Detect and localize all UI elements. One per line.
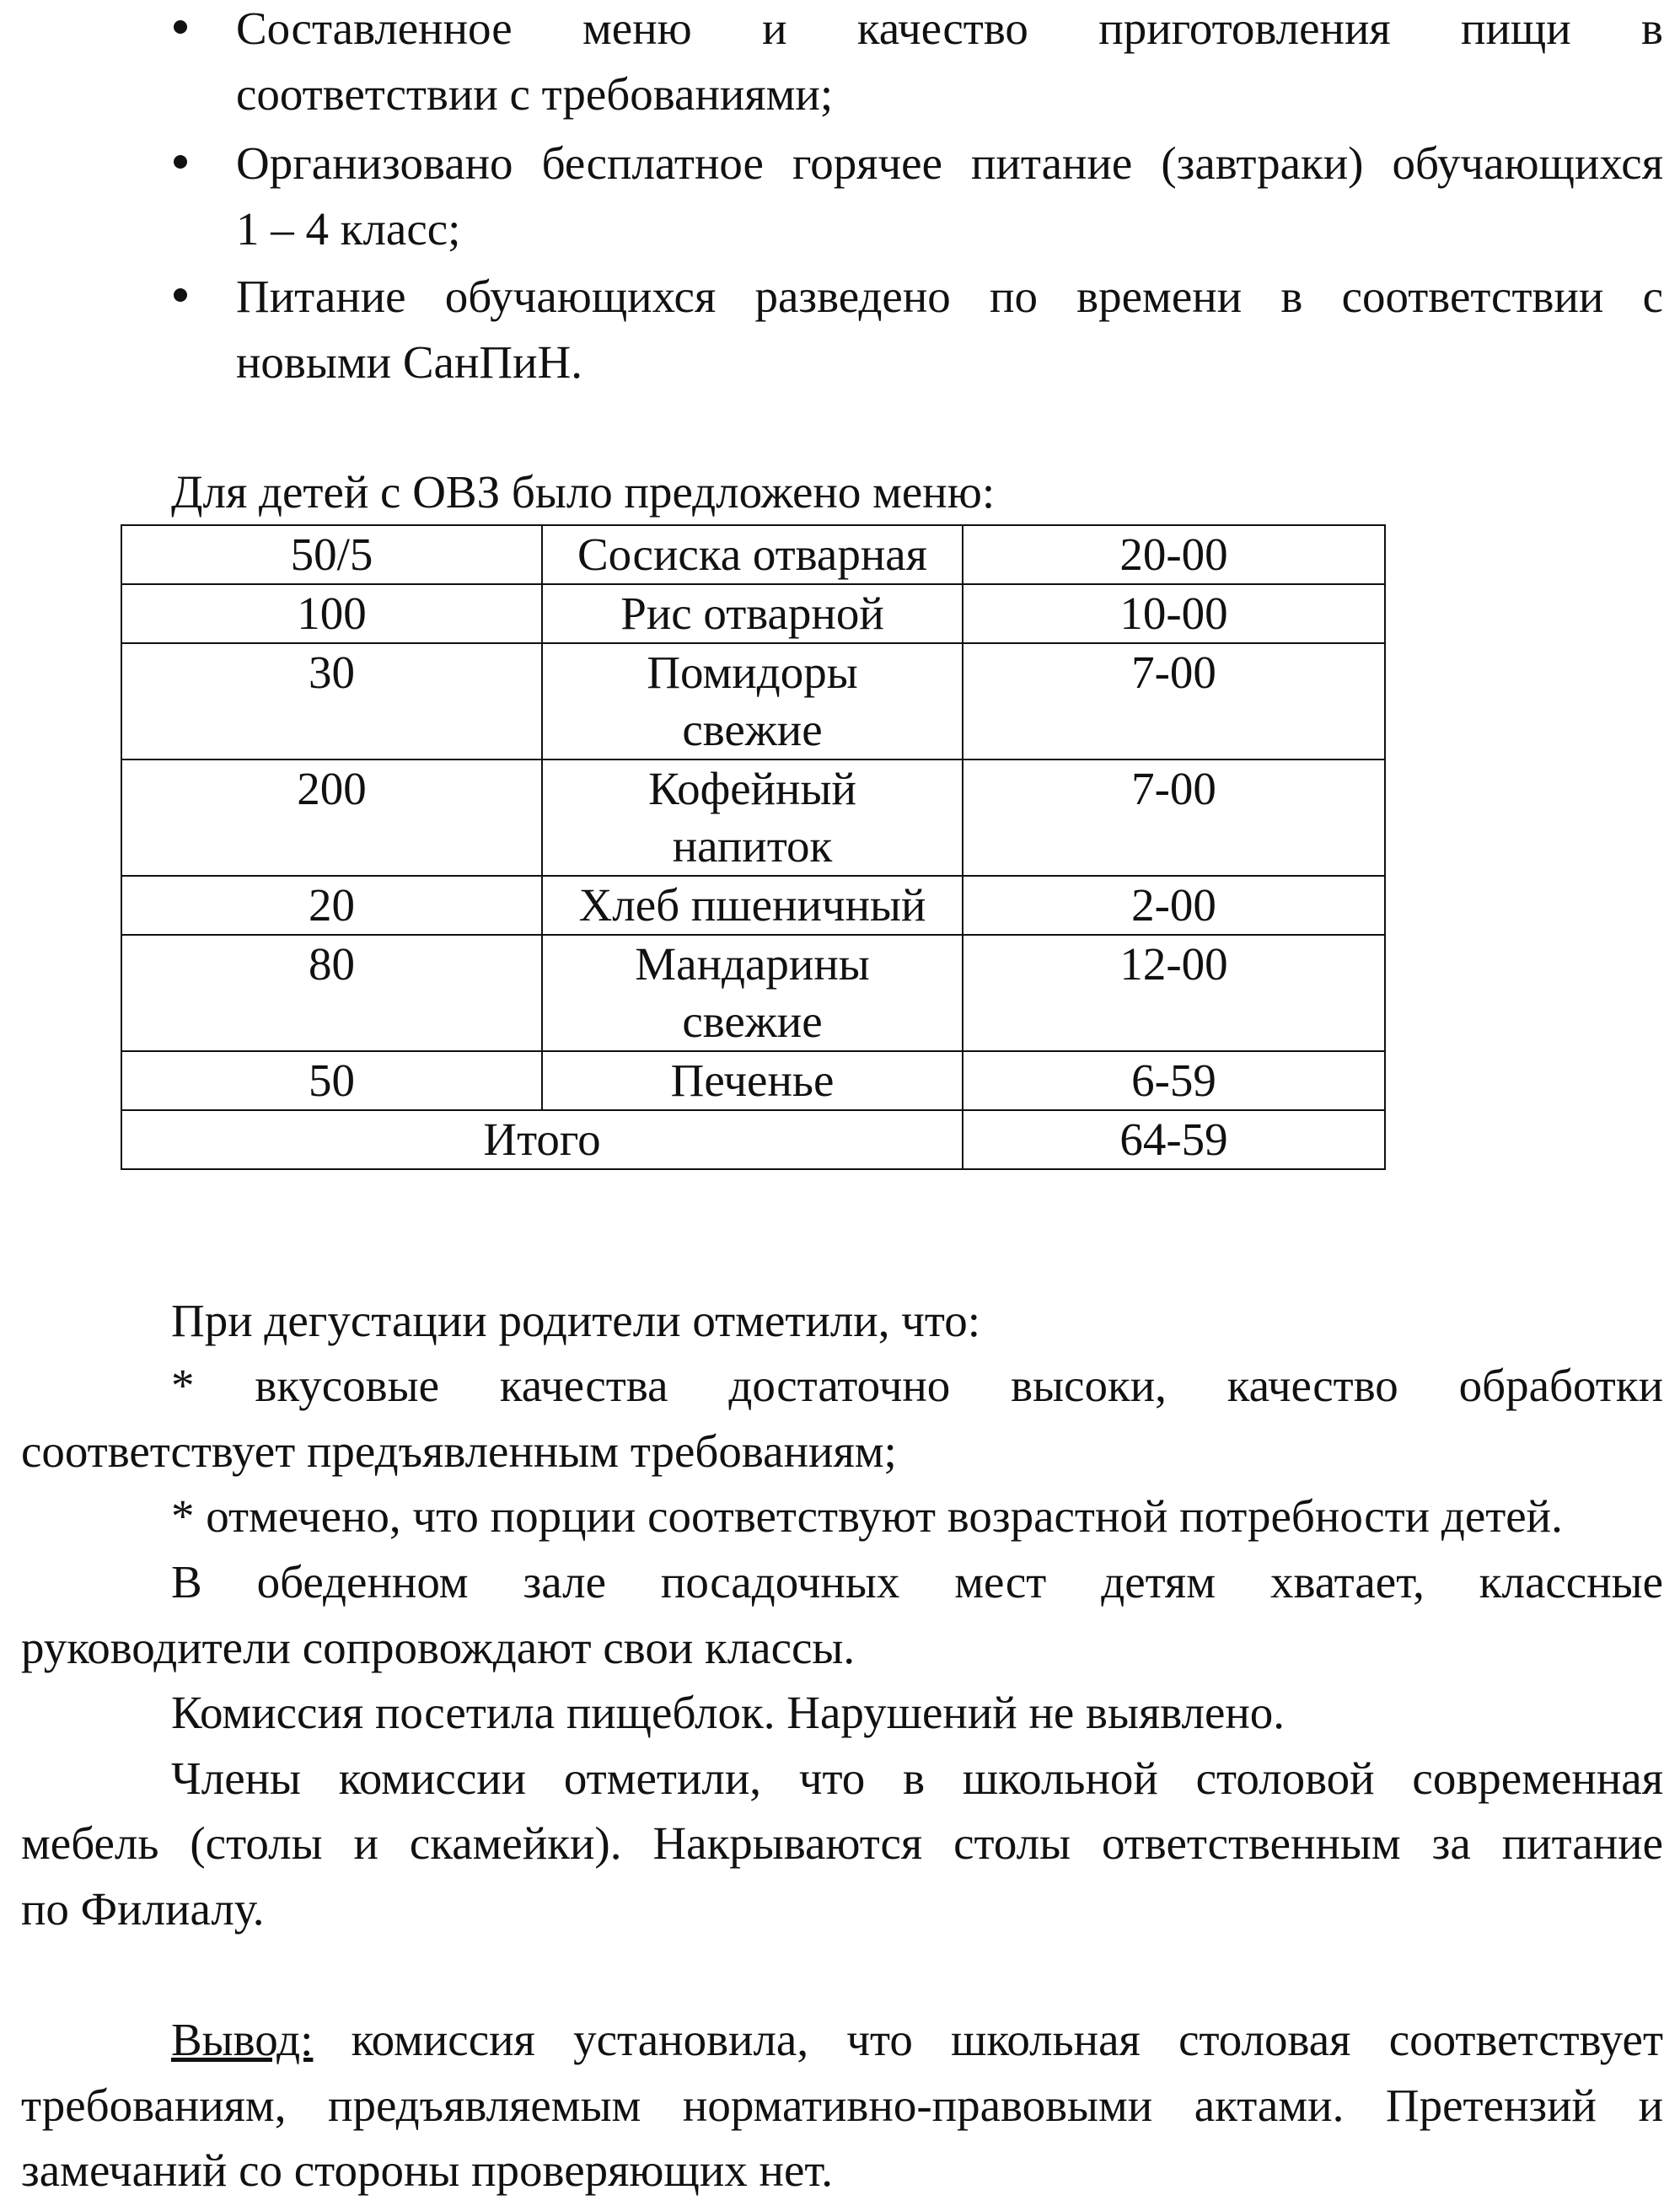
price-cell: 2-00 — [963, 876, 1385, 935]
portion-cell: 50 — [121, 1051, 542, 1110]
conclusion-line1 — [171, 2007, 1663, 2073]
paragraph-dining-hall-line2: руководители сопровождают свои классы. — [21, 1622, 856, 1673]
bullet-icon — [169, 131, 194, 196]
dish-cell: Печенье — [542, 1051, 963, 1110]
conclusion-text: комиссия установила, что школьная столовая соответствует — [313, 2014, 1663, 2065]
price-cell: 7-00 — [963, 643, 1385, 759]
table-row — [121, 876, 1385, 935]
table-intro: Для детей с ОВЗ было предложено меню: — [171, 466, 996, 518]
conclusion-line3: замечаний со стороны проверяющих нет. — [21, 2144, 834, 2196]
price-cell: 10-00 — [963, 584, 1385, 643]
dish-line: Помидоры — [647, 647, 858, 698]
price-cell: 12-00 — [963, 935, 1385, 1051]
dish-cell — [542, 759, 963, 876]
bullet-line: новыми СанПиН. — [236, 336, 582, 388]
table-row — [121, 643, 1385, 759]
bullet-line: Организовано бесплатное горячее питание (завтраки) обучающихся — [236, 137, 1663, 189]
portion-cell: 20 — [121, 876, 542, 935]
table-row — [121, 759, 1385, 876]
portion-cell: 100 — [121, 584, 542, 643]
table-row — [121, 1051, 1385, 1110]
dish-line: свежие — [682, 704, 823, 755]
paragraph-taste-quality-line2: соответствует предъявленным требованиям; — [21, 1425, 897, 1477]
total-value-cell: 64-59 — [963, 1110, 1385, 1169]
dish-cell — [542, 643, 963, 759]
table-row — [121, 525, 1385, 584]
portion-cell: 30 — [121, 643, 542, 759]
paragraph-furniture-line1: Члены комиссии отметили, что в школьной столовой современная — [171, 1752, 1663, 1804]
dish-line: Кофейный — [648, 763, 856, 814]
dish-cell: Хлеб пшеничный — [542, 876, 963, 935]
bullet-icon — [169, 0, 194, 62]
dish-cell: Сосиска отварная — [542, 525, 963, 584]
price-cell: 20-00 — [963, 525, 1385, 584]
price-cell: 6-59 — [963, 1051, 1385, 1110]
bullet-line: 1 – 4 класс; — [236, 203, 461, 255]
dish-line: Мандарины — [635, 938, 870, 990]
total-label-cell: Итого — [121, 1110, 963, 1169]
table-row — [121, 584, 1385, 643]
dish-line: свежие — [682, 996, 823, 1047]
conclusion-label: Вывод: — [171, 2014, 314, 2065]
paragraph-furniture-line2: мебель (столы и скамейки). Накрываются столы ответственным за питание — [21, 1817, 1663, 1869]
paragraph-inspection: Комиссия посетила пищеблок. Нарушений не выявлено. — [171, 1687, 1285, 1738]
paragraph-dining-hall-line1: В обеденном зале посадочных мест детям хватает, классные — [171, 1556, 1663, 1608]
table-total-row — [121, 1110, 1385, 1169]
price-cell: 7-00 — [963, 759, 1385, 876]
bullet-line: Составленное меню и качество приготовления пищи в — [236, 3, 1663, 54]
bullet-line: соответствии с требованиями; — [236, 68, 834, 120]
paragraph-taste-quality-line1: * вкусовые качества достаточно высоки, качество обработки — [171, 1360, 1663, 1411]
paragraph-furniture-line3: по Филиалу. — [21, 1883, 265, 1935]
menu-table — [121, 524, 1386, 1170]
portion-cell: 80 — [121, 935, 542, 1051]
bullet-icon — [169, 264, 194, 330]
paragraph-portions: * отмечено, что порции соответствуют возрастной потребности детей. — [171, 1490, 1563, 1542]
paragraph-tasting: При дегустации родители отметили, что: — [171, 1295, 980, 1346]
portion-cell: 50/5 — [121, 525, 542, 584]
table-row — [121, 935, 1385, 1051]
portion-cell: 200 — [121, 759, 542, 876]
dish-cell — [542, 935, 963, 1051]
dish-line: напиток — [672, 820, 833, 872]
dish-cell: Рис отварной — [542, 584, 963, 643]
bullet-line: Питание обучающихся разведено по времени в соответствии с — [236, 271, 1663, 322]
conclusion-line2: требованиям, предъявляемым нормативно-правовыми актами. Претензий и — [21, 2080, 1663, 2131]
